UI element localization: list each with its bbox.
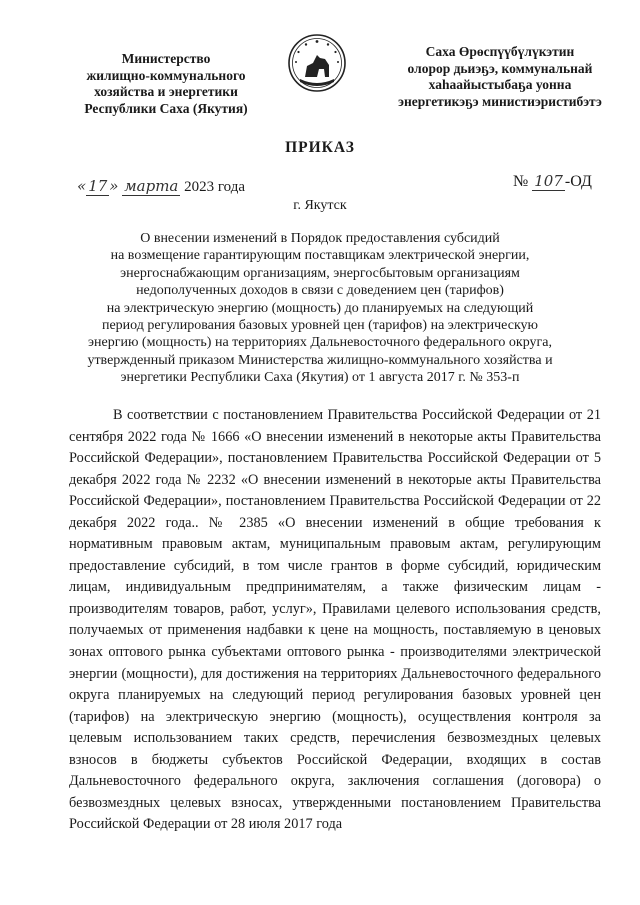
number-value: 107 xyxy=(534,172,563,190)
date-month: марта xyxy=(124,177,179,195)
ministry-name-line: жилищно-коммунального xyxy=(86,67,246,83)
ministry-name-line: энергетикэҕэ министиэристибэтэ xyxy=(398,93,602,109)
subject-line: энергию (мощность) на территориях Дальневосточного федерального округа, xyxy=(88,335,552,351)
date-day: 17 xyxy=(88,177,108,195)
ministry-name-russian xyxy=(60,51,272,117)
subject-line: энергоснабжающим организациям, энергосбытовым организациям xyxy=(120,265,520,281)
document-subject xyxy=(62,230,578,387)
ministry-name-line: Республики Саха (Якутия) xyxy=(84,100,248,116)
ministry-name-line: Министерство xyxy=(121,51,211,66)
document-number xyxy=(513,172,592,191)
ministry-name-yakut xyxy=(382,44,618,110)
document-body xyxy=(69,405,601,836)
number-suffix: -ОД xyxy=(564,173,592,190)
date-year: 2023 года xyxy=(184,179,246,195)
sakha-republic-coat-of-arms-icon xyxy=(287,33,347,93)
document-date: « 17 » марта 2023 года xyxy=(77,177,246,195)
ministry-name-line: олорор дьиэҕэ, коммунальнай xyxy=(407,60,593,76)
number-sign: № xyxy=(513,173,529,190)
ministry-name-line: Саха Өрөспүүбүлүкэтин xyxy=(425,44,575,59)
subject-line: недополученных доходов в связи с доведением цен (тарифов) xyxy=(136,283,504,299)
subject-line: на возмещение гарантирующим поставщикам электрической энергии, xyxy=(110,248,530,264)
document-title: ПРИКАЗ xyxy=(285,139,355,156)
body-paragraph: В соответствии с постановлением Правительства Российской Федерации от 21 сентября 2022 года № 1666 «О внесении изменений в некоторые акты Правительства Российской Федерации», постановлением Правительства Российской Федерации от 5 декабря 2022 года № 2232 «О внесении изменений в некоторые акты Правительства Российской Федерации», постановлением Правительства Российской Федерации от 22 декабря 2022 года.. № 2385 «О внесении изменений в общие требования к нормативным правовым актам, муниципальным правовым актам, регулирующим предоставление субсидий, в том числе грантов в форме субсидий, юридическим лицам, индивидуальным предпринимателям, а также физическим лицам - производителям товаров, работ, услуг», Правилами целевого использования средств, получаемых от применения надбавки к цене на мощность, поставляемую в ценовых зонах оптового рынка субъектами оптового рынка - производителями электрической энергии (мощности), для достижения на территориях Дальневосточного федерального округа планируемых на следующий период регулирования базовых уровней цен (тарифов) на электрическую энергию (мощность), осуществления контроля за целевым использованием таких средств, перечисления безвозмездных целевых взносов в бюджеты субъектов Российской Федерации, входящих в состав Дальневосточного федерального округа, заключения соглашения (договора) о безвозмездных целевых взносах, утвержденными постановлением Правительства Российской Федерации от 28 июля 2017 года xyxy=(69,407,601,833)
ministry-name-line: хаһаайыстыбаҕа уонна xyxy=(428,77,572,92)
subject-line: О внесении изменений в Порядок предоставления субсидий xyxy=(140,231,500,246)
subject-line: период регулирования базовых уровней цен (тарифов) на электрическую xyxy=(101,318,539,334)
document-city: г. Якутск xyxy=(293,198,347,213)
subject-line: на электрическую энергию (мощность) до планируемых на следующий xyxy=(106,300,534,316)
subject-line: утвержденный приказом Министерства жилищно-коммунального хозяйства и xyxy=(87,352,553,368)
ministry-name-line: хозяйства и энергетики xyxy=(94,84,238,99)
subject-line: энергетики Республики Саха (Якутия) от 1 августа 2017 г. № 353-п xyxy=(120,370,520,386)
